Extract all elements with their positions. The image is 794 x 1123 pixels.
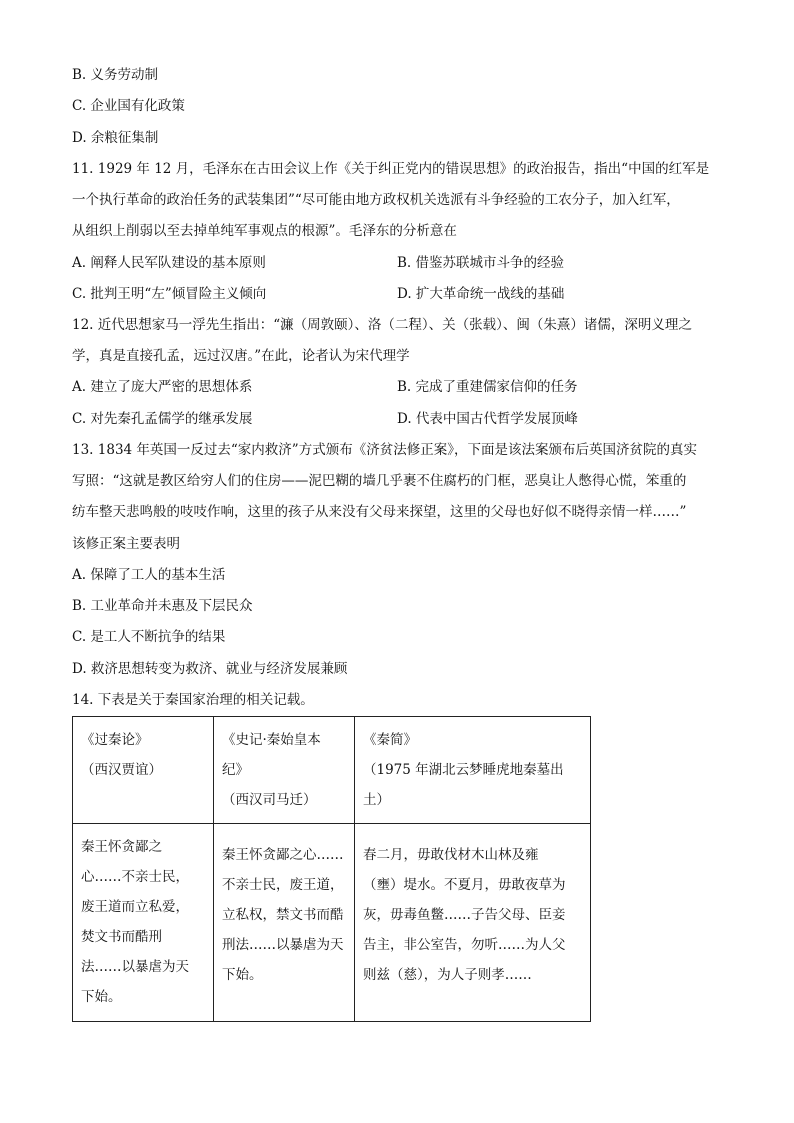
q11-stem-line-3: 从组织上削弱以至去掉单纯军事观点的根源”。毛泽东的分析意在 — [72, 223, 457, 239]
cell-content — [222, 832, 346, 990]
cell-line: 法……以暴虐为天 — [81, 959, 189, 975]
q11-option-a: A. 阐释人民军队建设的基本原则 — [72, 255, 266, 271]
header-cell-shiji — [214, 717, 355, 824]
q12-option-c: C. 对先秦孔孟儒学的继承发展 — [72, 411, 253, 427]
cell-line: 不亲士民，废王道， — [222, 877, 344, 893]
cell-line: 秦王怀贪鄙之 — [81, 839, 162, 855]
q14-stem: 14. 下表是关于秦国家治理的相关记载。 — [72, 692, 314, 708]
q10-option-d: D. 余粮征集制 — [72, 130, 159, 146]
header-title: 《过秦论》 — [81, 732, 149, 748]
body-cell-qinjian — [355, 824, 591, 1022]
cell-line: 春二月，毋敢伐材木山林及雍 — [363, 847, 539, 863]
cell-line: 刑法……以暴虐为天 — [222, 937, 344, 953]
q13-option-c: C. 是工人不断抗争的结果 — [72, 629, 226, 645]
cell-line: 告主，非公室告，勿听……为人父 — [363, 937, 566, 953]
header-author: （西汉贾谊） — [81, 762, 162, 778]
body-cell-shiji — [214, 824, 355, 1022]
header-title: 《史记·秦始皇本 — [222, 732, 321, 748]
q11-option-d: D. 扩大革命统一战线的基础 — [397, 286, 565, 302]
header-cell-guoqinlun — [73, 717, 214, 824]
cell-line: 焚文书而酷刑 — [81, 929, 162, 945]
body-cell-guoqinlun — [73, 824, 214, 1022]
q13-option-d: D. 救济思想转变为救济、就业与经济发展兼顾 — [72, 661, 348, 677]
q13-option-b: B. 工业革命并未惠及下层民众 — [72, 598, 253, 614]
cell-line: 立私权，禁文书而酷 — [222, 907, 344, 923]
cell-line: 下始。 — [81, 989, 122, 1005]
cell-line: （壅）堤水。不夏月，毋敢夜草为 — [363, 877, 566, 893]
cell-line: 废王道而立私爱， — [81, 899, 189, 915]
header-author: （西汉司马迁） — [222, 792, 317, 808]
cell-line: 秦王怀贪鄙之心…… — [222, 847, 344, 863]
table-row — [73, 824, 591, 1022]
cell-line: 心……不亲士民， — [81, 869, 189, 885]
q12-option-a: A. 建立了庞大严密的思想体系 — [72, 379, 253, 395]
header-source-cont: 土） — [363, 792, 390, 808]
header-source: （1975 年湖北云梦睡虎地秦墓出 — [363, 762, 564, 778]
q10-option-c: C. 企业国有化政策 — [72, 98, 185, 114]
q14-records-table — [72, 716, 591, 1022]
q12-option-b: B. 完成了重建儒家信仰的任务 — [397, 379, 578, 395]
q11-stem-line-2: 一个执行革命的政治任务的武装集团”“尽可能由地方政权机关选派有斗争经验的工农分子，加入红军， — [72, 192, 680, 208]
cell-line: 下始。 — [222, 967, 263, 983]
cell-content — [363, 832, 582, 990]
cell-line: 灰，毋毒鱼鳖……子告父母、臣妾 — [363, 907, 566, 923]
q11-option-b: B. 借鉴苏联城市斗争的经验 — [397, 255, 565, 271]
q12-stem-line-1: 12. 近代思想家马一浮先生指出：“濂（周敦颐）、洛（二程）、关（张载）、闽（朱熹）诸儒，深明义理之 — [72, 317, 692, 333]
header-title: 《秦简》 — [363, 732, 417, 748]
q13-stem-line-4: 该修正案主要表明 — [72, 536, 180, 552]
q11-option-c: C. 批判王明“左”倾冒险主义倾向 — [72, 286, 267, 302]
cell-line: 则兹（慈），为人子则孝…… — [363, 967, 532, 983]
table-header-row — [73, 717, 591, 824]
q10-option-b: B. 义务劳动制 — [72, 67, 159, 83]
header-cell-qinjian — [355, 717, 591, 824]
q13-stem-line-1: 13. 1834 年英国一反过去“家内救济”方式颁布《济贫法修正案》，下面是该法案颁布后英国济贫院的真实 — [72, 442, 697, 458]
q12-option-d: D. 代表中国古代哲学发展顶峰 — [397, 411, 578, 427]
q13-stem-line-2: 写照：“这就是教区给穷人们的住房——泥巴糊的墙几乎裹不住腐朽的门框，恶臭让人憋得心慌，笨重的 — [72, 473, 687, 489]
header-title-cont: 纪》 — [222, 762, 249, 778]
q12-stem-line-2: 学，真是直接孔孟，远过汉唐。”在此，论者认为宋代理学 — [72, 348, 410, 364]
q13-option-a: A. 保障了工人的基本生活 — [72, 567, 226, 583]
q13-stem-line-3: 纺车整天悲鸣般的吱吱作响，这里的孩子从来没有父母来探望，这里的父母也好似不晓得亲情一样……” — [72, 504, 687, 520]
q11-stem-line-1: 11. 1929 年 12 月，毛泽东在古田会议上作《关于纠正党内的错误思想》的政治报告，指出“中国的红军是 — [72, 161, 710, 177]
